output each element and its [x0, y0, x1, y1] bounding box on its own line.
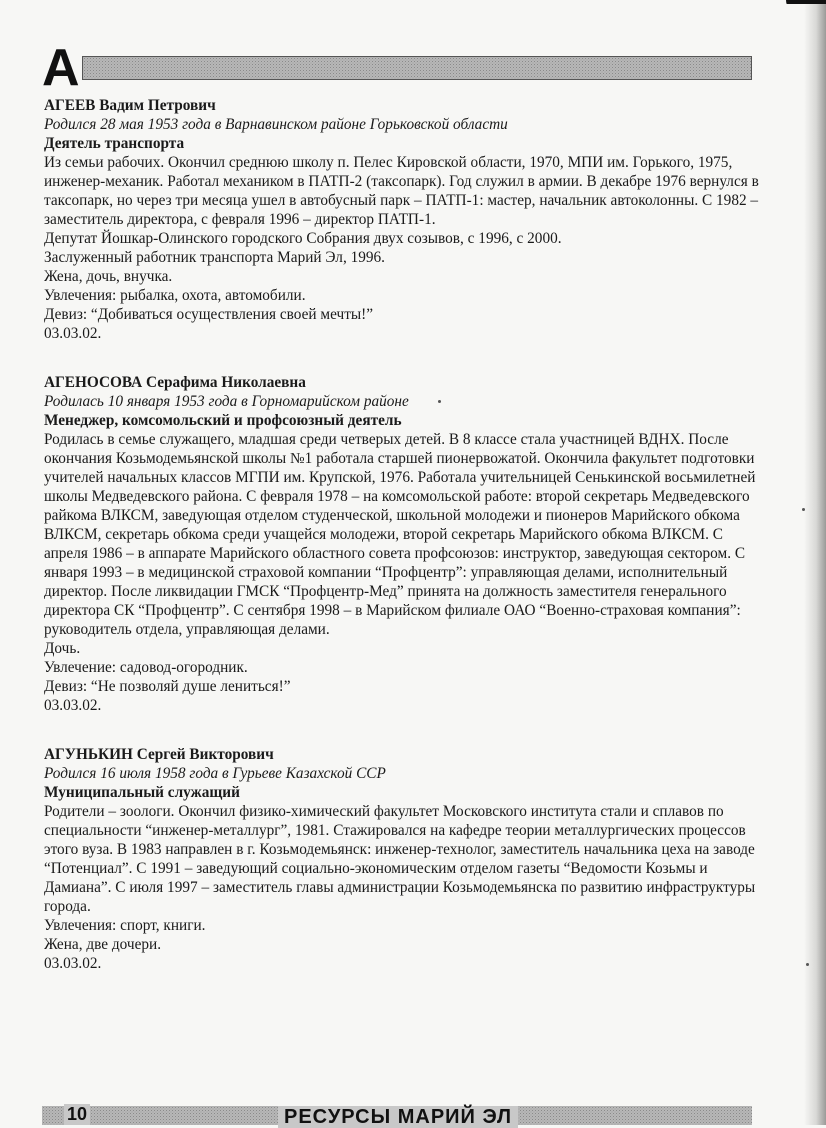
- page-number: 10: [64, 1104, 90, 1125]
- page-edge-shadow: [804, 0, 826, 1125]
- scan-speck: [438, 400, 441, 403]
- entry-date: 03.03.02.: [44, 697, 102, 714]
- section-letter: А: [42, 39, 80, 97]
- occupation: Менеджер, комсомольский и профсоюзный деятель: [44, 412, 402, 429]
- biography-entry: [44, 96, 764, 343]
- bio-paragraph: Девиз: “Не позволяй душе лениться!”: [44, 678, 291, 695]
- biography-entry: [44, 373, 764, 715]
- birth-info: Родился 28 мая 1953 года в Варнавинском районе Горьковской области: [44, 116, 508, 133]
- bio-paragraph: Увлечение: садовод-огородник.: [44, 659, 248, 676]
- occupation: Деятель транспорта: [44, 135, 185, 152]
- bio-paragraph: Девиз: “Добиваться осуществления своей мечты!”: [44, 306, 374, 323]
- occupation: Муниципальный служащий: [44, 784, 240, 801]
- scan-speck: [802, 508, 805, 511]
- bio-paragraph: Депутат Йошкар-Олинского городского Собрания двух созывов, с 1996, с 2000.: [44, 230, 562, 247]
- person-name: АГЕЕВ Вадим Петрович: [44, 97, 216, 114]
- corner-scan-mark: [786, 0, 826, 14]
- biography-entry: [44, 745, 764, 973]
- bio-paragraph: Заслуженный работник транспорта Марий Эл, 1996.: [44, 249, 386, 266]
- bio-paragraph: Родители – зоологи. Окончил физико-химический факультет Московского института стали и сплавов по специальности “инженер-металлург”, 1981. Стажировался на кафедре теории металлургических процессов этого вуза. В 1983 направлен в г. Козьмодемьянск: инженер-технолог, заместитель начальника цеха на заводе “Потенциал”. С 1991 – заведующий социально-экономическим отделом газеты “Ведомости Козьмы и Дамиана”. С июля 1997 – заместитель главы администрации Козьмодемьянска по развитию инфраструктуры города.: [44, 803, 756, 915]
- section-header: [42, 39, 750, 98]
- section-header-bar: [82, 56, 752, 80]
- biography-list: [44, 96, 764, 973]
- journal-title: РЕСУРСЫ МАРИЙ ЭЛ: [278, 1106, 518, 1128]
- person-name: АГУНЬКИН Сергей Викторович: [44, 746, 274, 763]
- bio-paragraph: Жена, дочь, внучка.: [44, 268, 173, 285]
- person-name: АГЕНОСОВА Серафима Николаевна: [44, 374, 306, 391]
- bio-paragraph: Увлечения: рыбалка, охота, автомобили.: [44, 287, 306, 304]
- bio-paragraph: Дочь.: [44, 640, 81, 657]
- bio-paragraph: Родилась в семье служащего, младшая среди четверых детей. В 8 классе стала участницей ВДНХ. После окончания Козьмодемьянской школы №1 работала старшей пионервожатой. Окончила факультет подготовки учителей начальных классов МГПИ им. Крупской, 1976. Работала учительницей Сенькинской восьмилетней школы Медведевского района. С февраля 1978 – на комсомольской работе: второй секретарь Медведевского райкома ВЛКСМ, заведующая отделом студенческой, школьной молодежи и пионеров Марийского обкома ВЛКСМ, секретарь обкома среди учащейся молодежи, второй секретарь Марийского обкома ВЛКСМ. С апреля 1986 – в аппарате Марийского областного совета профсоюзов: инструктор, заведующая сектором. С января 1993 – в медицинской страховой компании “Профцентр”: управляющая делами, исполнительный директор. После ликвидации ГМСК “Профцентр-Мед” принята на должность заместителя генерального директора СК “Профцентр”. С сентября 1998 – в Марийском филиале ОАО “Военно-страховая компания”: руководитель отдела, управляющая делами.: [44, 431, 756, 638]
- bio-paragraph: Жена, две дочери.: [44, 936, 162, 953]
- bio-paragraph: Увлечения: спорт, книги.: [44, 917, 206, 934]
- bio-paragraph: Из семьи рабочих. Окончил среднюю школу п. Пелес Кировской области, 1970, МПИ им. Горького, 1975, инженер-механик. Работал механиком в ПАТП-2 (таксопарк). Год служил в армии. В декабре 1976 вернулся в таксопарк, но через три месяца ушел в автобусный парк – ПАТП-1: мастер, начальник автоколонны. С 1982 – заместитель директора, с февраля 1996 – директор ПАТП-1.: [44, 154, 759, 228]
- birth-info: Родилась 10 января 1953 года в Горномарийском районе: [44, 393, 409, 410]
- page-footer: [42, 1102, 752, 1128]
- entry-date: 03.03.02.: [44, 325, 102, 342]
- scan-speck: [806, 963, 809, 966]
- birth-info: Родился 16 июля 1958 года в Гурьеве Казахской ССР: [44, 765, 386, 782]
- entry-date: 03.03.02.: [44, 955, 102, 972]
